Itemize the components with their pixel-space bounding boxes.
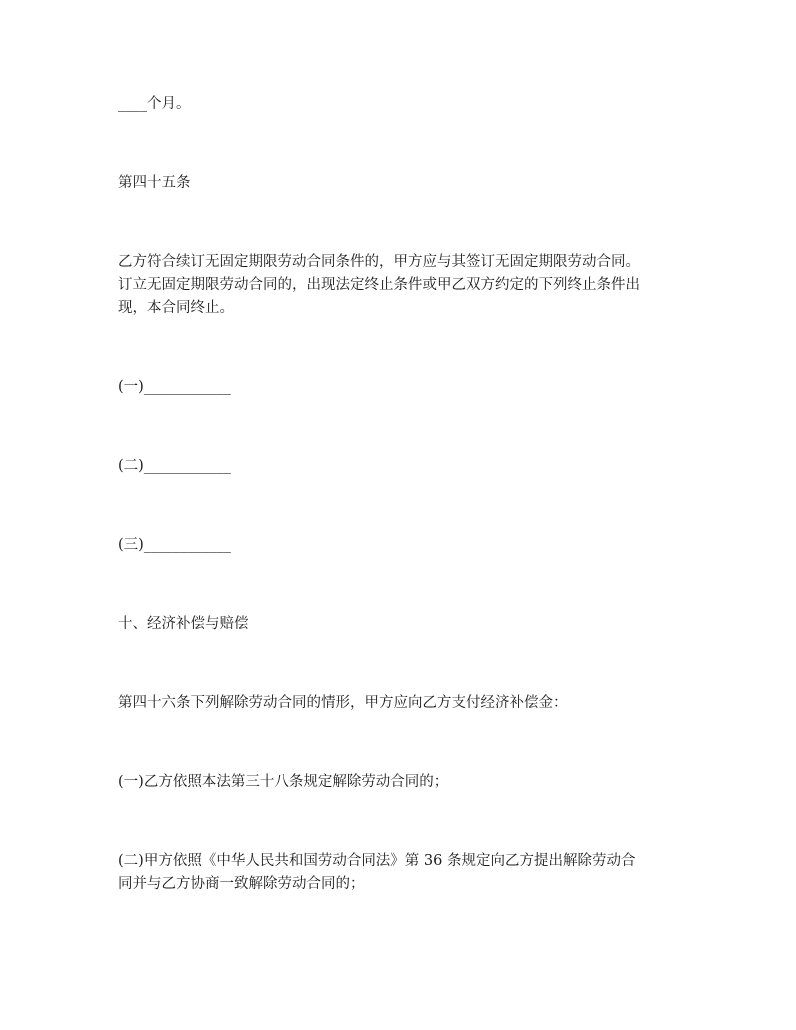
text-line: 乙方符合续订无固定期限劳动合同条件的，甲方应与其签订无固定期限劳动合同。 [118,254,640,270]
text-line: 第四十六条下列解除劳动合同的情形，甲方应向乙方支付经济补偿金： [118,695,568,711]
compensation-item-1 [118,771,688,794]
condition-item-1 [118,376,688,399]
text-line: (三)____________ [118,537,231,553]
condition-item-2 [118,455,688,478]
text-line: 同并与乙方协商一致解除劳动合同的； [118,876,365,892]
article-45-body [118,251,688,320]
text-line: 第四十五条 [118,175,191,191]
text-line: 订立无固定期限劳动合同的，出现法定终止条件或甲乙双方约定的下列终止条件出 [118,277,640,293]
article-45-heading [118,172,688,195]
text-line: (一)乙方依照本法第三十八条规定解除劳动合同的； [118,774,449,790]
compensation-item-2 [118,850,688,896]
section-10-heading [118,613,688,636]
text-line: 现，本合同终止。 [118,300,234,316]
text-line: 十、经济补偿与赔偿 [118,616,249,632]
text-line: (一)____________ [118,379,231,395]
article-46-body [118,692,688,715]
text-line: (二)甲方依照《中华人民共和国劳动合同法》第 36 条规定向乙方提出解除劳动合 [118,853,636,869]
paragraph-months [118,93,688,116]
condition-item-3 [118,534,688,557]
text-line: (二)____________ [118,458,231,474]
text-line: ____个月。 [118,96,191,112]
